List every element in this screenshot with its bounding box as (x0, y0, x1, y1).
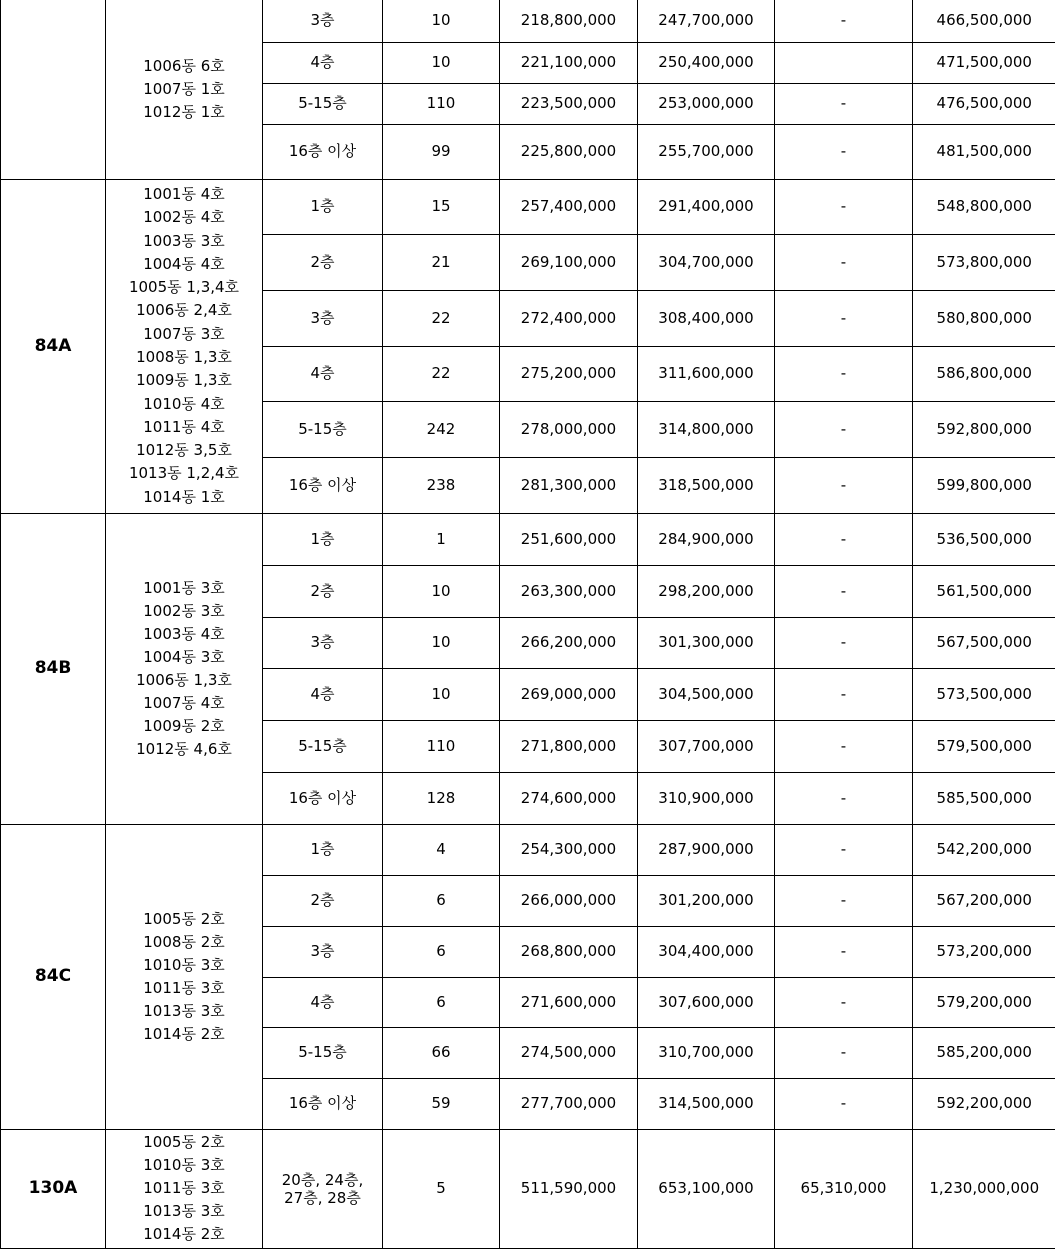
count-cell: 66 (383, 1027, 500, 1078)
land-price-cell: 271,600,000 (500, 977, 638, 1027)
extra-cell: - (775, 720, 913, 772)
building-price-cell: 291,400,000 (638, 179, 775, 234)
building-price-cell: 310,900,000 (638, 772, 775, 824)
extra-cell: - (775, 124, 913, 179)
total-price-cell: 466,500,000 (913, 0, 1055, 42)
floor-cell: 5-15층 (263, 401, 383, 457)
extra-cell: - (775, 346, 913, 401)
building-price-cell: 314,500,000 (638, 1078, 775, 1129)
count-cell: 21 (383, 234, 500, 290)
extra-cell: - (775, 772, 913, 824)
count-cell: 6 (383, 875, 500, 926)
building-price-cell: 301,300,000 (638, 617, 775, 668)
land-price-cell: 511,590,000 (500, 1129, 638, 1248)
building-price-cell: 301,200,000 (638, 875, 775, 926)
floor-cell: 16층 이상 (263, 1078, 383, 1129)
count-cell: 10 (383, 42, 500, 83)
floor-cell: 1층 (263, 824, 383, 875)
extra-cell: - (775, 513, 913, 565)
total-price-cell: 573,800,000 (913, 234, 1055, 290)
building-price-cell: 314,800,000 (638, 401, 775, 457)
total-price-cell: 542,200,000 (913, 824, 1055, 875)
extra-cell: - (775, 83, 913, 124)
land-price-cell: 278,000,000 (500, 401, 638, 457)
floor-cell: 5-15층 (263, 83, 383, 124)
building-price-cell: 307,700,000 (638, 720, 775, 772)
floor-cell: 4층 (263, 346, 383, 401)
floor-cell: 1층 (263, 179, 383, 234)
land-price-cell: 268,800,000 (500, 926, 638, 977)
total-price-cell: 1,230,000,000 (913, 1129, 1055, 1248)
count-cell: 110 (383, 83, 500, 124)
land-price-cell: 277,700,000 (500, 1078, 638, 1129)
building-price-cell: 284,900,000 (638, 513, 775, 565)
total-price-cell: 592,800,000 (913, 401, 1055, 457)
total-price-cell: 585,500,000 (913, 772, 1055, 824)
count-cell: 238 (383, 457, 500, 513)
building-price-cell: 318,500,000 (638, 457, 775, 513)
extra-cell: - (775, 457, 913, 513)
building-price-cell: 253,000,000 (638, 83, 775, 124)
floor-cell: 3층 (263, 290, 383, 346)
extra-cell (775, 42, 913, 83)
count-cell: 242 (383, 401, 500, 457)
extra-cell: - (775, 617, 913, 668)
count-cell: 10 (383, 617, 500, 668)
building-price-cell: 310,700,000 (638, 1027, 775, 1078)
building-price-cell: 304,400,000 (638, 926, 775, 977)
land-price-cell: 251,600,000 (500, 513, 638, 565)
land-price-cell: 281,300,000 (500, 457, 638, 513)
units-cell: 1001동 3호 1002동 3호 1003동 4호 1004동 3호 1006동 1,3호 1007동 4호 1009동 2호 1012동 4,6호 (106, 513, 263, 824)
total-price-cell: 471,500,000 (913, 42, 1055, 83)
building-price-cell: 255,700,000 (638, 124, 775, 179)
floor-cell: 2층 (263, 234, 383, 290)
floor-cell: 16층 이상 (263, 772, 383, 824)
floor-cell: 3층 (263, 926, 383, 977)
floor-cell: 5-15층 (263, 720, 383, 772)
type-cell (1, 0, 106, 179)
table-row (1, 824, 1055, 875)
count-cell: 5 (383, 1129, 500, 1248)
land-price-cell: 269,000,000 (500, 668, 638, 720)
total-price-cell: 592,200,000 (913, 1078, 1055, 1129)
count-cell: 4 (383, 824, 500, 875)
land-price-cell: 274,500,000 (500, 1027, 638, 1078)
extra-cell: - (775, 290, 913, 346)
count-cell: 10 (383, 0, 500, 42)
total-price-cell: 586,800,000 (913, 346, 1055, 401)
count-cell: 15 (383, 179, 500, 234)
total-price-cell: 573,500,000 (913, 668, 1055, 720)
floor-cell: 2층 (263, 565, 383, 617)
land-price-cell: 271,800,000 (500, 720, 638, 772)
building-price-cell: 308,400,000 (638, 290, 775, 346)
floor-cell: 3층 (263, 0, 383, 42)
count-cell: 10 (383, 668, 500, 720)
floor-cell: 4층 (263, 977, 383, 1027)
count-cell: 59 (383, 1078, 500, 1129)
type-cell: 130A (1, 1129, 106, 1248)
floor-cell: 1층 (263, 513, 383, 565)
floor-cell: 4층 (263, 42, 383, 83)
land-price-cell: 269,100,000 (500, 234, 638, 290)
extra-cell: - (775, 875, 913, 926)
total-price-cell: 580,800,000 (913, 290, 1055, 346)
building-price-cell: 653,100,000 (638, 1129, 775, 1248)
total-price-cell: 585,200,000 (913, 1027, 1055, 1078)
extra-cell: - (775, 565, 913, 617)
total-price-cell: 599,800,000 (913, 457, 1055, 513)
table-row (1, 0, 1055, 42)
floor-cell: 16층 이상 (263, 124, 383, 179)
count-cell: 6 (383, 926, 500, 977)
extra-cell: - (775, 926, 913, 977)
type-cell: 84C (1, 824, 106, 1129)
units-cell: 1005동 2호 1008동 2호 1010동 3호 1011동 3호 1013동 3호 1014동 2호 (106, 824, 263, 1129)
extra-cell: - (775, 668, 913, 720)
building-price-cell: 298,200,000 (638, 565, 775, 617)
table-row (1, 1129, 1055, 1248)
land-price-cell: 275,200,000 (500, 346, 638, 401)
total-price-cell: 481,500,000 (913, 124, 1055, 179)
building-price-cell: 307,600,000 (638, 977, 775, 1027)
extra-cell: - (775, 977, 913, 1027)
floor-cell: 16층 이상 (263, 457, 383, 513)
land-price-cell: 257,400,000 (500, 179, 638, 234)
land-price-cell: 266,000,000 (500, 875, 638, 926)
extra-cell: - (775, 824, 913, 875)
count-cell: 110 (383, 720, 500, 772)
type-cell: 84B (1, 513, 106, 824)
total-price-cell: 579,500,000 (913, 720, 1055, 772)
units-cell: 1001동 4호 1002동 4호 1003동 3호 1004동 4호 1005동 1,3,4호 1006동 2,4호 1007동 3호 1008동 1,3호 1009동 1,3호 1010동 4호 1011동 4호 1012동 3,5호 1013동 1,2,4호 1014동 1호 (106, 179, 263, 513)
building-price-cell: 247,700,000 (638, 0, 775, 42)
land-price-cell: 272,400,000 (500, 290, 638, 346)
units-cell: 1005동 2호 1010동 3호 1011동 3호 1013동 3호 1014동 2호 (106, 1129, 263, 1248)
total-price-cell: 579,200,000 (913, 977, 1055, 1027)
land-price-cell: 263,300,000 (500, 565, 638, 617)
floor-cell: 2층 (263, 875, 383, 926)
total-price-cell: 567,200,000 (913, 875, 1055, 926)
land-price-cell: 274,600,000 (500, 772, 638, 824)
count-cell: 22 (383, 346, 500, 401)
building-price-cell: 287,900,000 (638, 824, 775, 875)
extra-cell: - (775, 401, 913, 457)
extra-cell: - (775, 179, 913, 234)
floor-cell: 20층, 24층, 27층, 28층 (263, 1129, 383, 1248)
floor-cell: 5-15층 (263, 1027, 383, 1078)
table-row (1, 179, 1055, 234)
floor-cell: 4층 (263, 668, 383, 720)
count-cell: 6 (383, 977, 500, 1027)
count-cell: 1 (383, 513, 500, 565)
total-price-cell: 567,500,000 (913, 617, 1055, 668)
building-price-cell: 311,600,000 (638, 346, 775, 401)
table-row (1, 513, 1055, 565)
building-price-cell: 304,700,000 (638, 234, 775, 290)
extra-cell: - (775, 234, 913, 290)
building-price-cell: 250,400,000 (638, 42, 775, 83)
total-price-cell: 573,200,000 (913, 926, 1055, 977)
total-price-cell: 561,500,000 (913, 565, 1055, 617)
count-cell: 128 (383, 772, 500, 824)
land-price-cell: 221,100,000 (500, 42, 638, 83)
count-cell: 10 (383, 565, 500, 617)
land-price-cell: 266,200,000 (500, 617, 638, 668)
extra-cell: - (775, 0, 913, 42)
extra-cell: 65,310,000 (775, 1129, 913, 1248)
type-cell: 84A (1, 179, 106, 513)
floor-cell: 3층 (263, 617, 383, 668)
extra-cell: - (775, 1027, 913, 1078)
total-price-cell: 548,800,000 (913, 179, 1055, 234)
extra-cell: - (775, 1078, 913, 1129)
count-cell: 99 (383, 124, 500, 179)
count-cell: 22 (383, 290, 500, 346)
total-price-cell: 536,500,000 (913, 513, 1055, 565)
land-price-cell: 254,300,000 (500, 824, 638, 875)
total-price-cell: 476,500,000 (913, 83, 1055, 124)
building-price-cell: 304,500,000 (638, 668, 775, 720)
units-cell: 1006동 6호 1007동 1호 1012동 1호 (106, 0, 263, 179)
land-price-cell: 223,500,000 (500, 83, 638, 124)
land-price-cell: 218,800,000 (500, 0, 638, 42)
land-price-cell: 225,800,000 (500, 124, 638, 179)
